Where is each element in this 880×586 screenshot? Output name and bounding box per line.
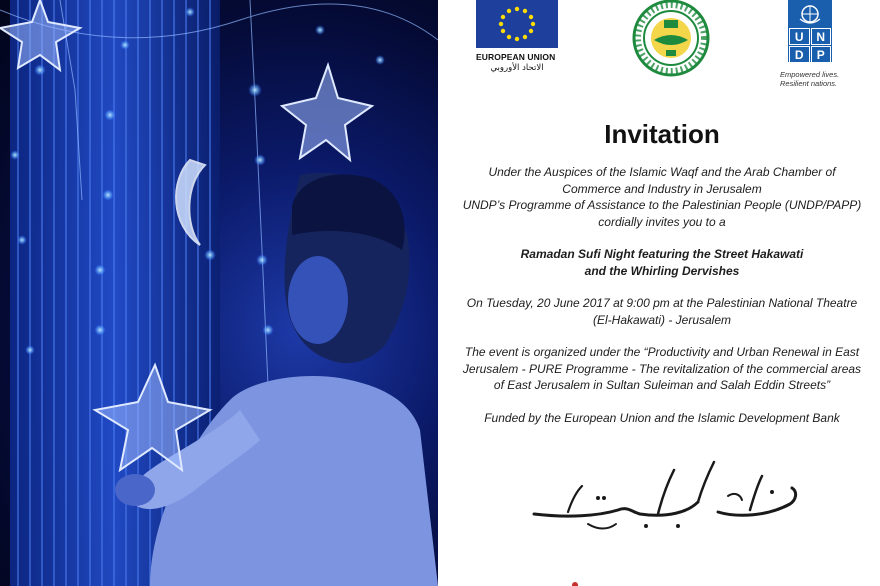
undp-tagline [780,70,860,88]
programme-line: The event is organized under the “Productivity and Urban Renewal in East [464,345,860,359]
programme-line: of East Jerusalem in Sultan Suleiman and Salah Eddin Streets” [493,378,831,392]
undp-letter: N [811,28,832,45]
auspices-line: Commerce and Industry in Jerusalem [562,181,762,196]
islamic-development-bank-emblem-icon [628,0,714,80]
undp-logo [780,0,860,88]
photo-illustration [0,0,438,586]
undp-logo-block [788,0,832,62]
undp-letter: P [811,46,832,63]
auspices-line: cordially invites you to a [598,214,726,229]
invitation-body [452,118,872,426]
eu-label-arabic: الاتحاد الأوروبي [490,63,544,73]
undp-tagline-line: Empowered lives. [780,70,840,79]
footer-accent [572,582,578,586]
event-venue-line: (El-Hakawati) - Jerusalem [592,312,732,327]
auspices-line: Under the Auspices of the Islamic Waqf and the Arab Chamber of [488,165,836,179]
eu-label: EUROPEAN UNION [476,52,556,62]
eu-flag-icon [476,0,558,48]
programme-line: Jerusalem - PURE Programme - The revitalization of the commercial areas [462,361,862,376]
undp-letter: D [789,46,810,63]
ramadan-kareem-calligraphy [528,452,804,536]
event-name-line: and the Whirling Dervishes [584,263,740,278]
undp-letter: U [789,28,810,45]
auspices-line: UNDP’s Programme of Assistance to the Palestinian People (UNDP/PAPP) [462,198,862,212]
event-name-line: Ramadan Sufi Night featuring the Street Hakawati [520,247,804,261]
event-date-line: On Tuesday, 20 June 2017 at 9:00 pm at the Palestinian National Theatre [466,296,858,310]
funding-line: Funded by the European Union and the Islamic Development Bank [484,410,840,425]
invitation-title: Invitation [604,119,720,149]
un-emblem-icon [789,1,831,27]
european-union-logo [476,0,560,73]
child-with-star-lanterns-photo [0,0,438,586]
undp-tagline-line: Resilient nations. [780,79,838,88]
